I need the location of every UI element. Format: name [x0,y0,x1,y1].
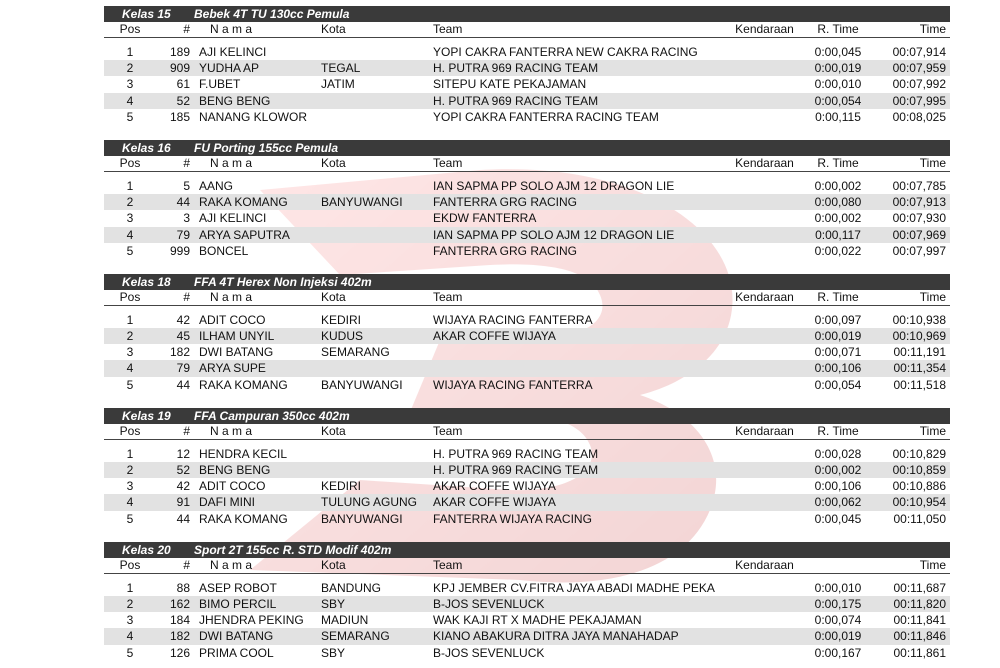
cell-rtime: 0:00,010 [814,580,862,595]
cell-kendaraan [726,580,803,596]
cell-name: ASEP ROBOT [199,580,277,595]
column-header-rtime: R. Time [817,423,859,438]
table-row [104,612,950,628]
cell-time: 00:11,841 [893,613,946,628]
cell-pos: 1 [126,580,134,595]
column-header-name: N a m a [210,155,253,170]
cell-kota [321,109,433,125]
cell-pos: 1 [126,45,134,59]
cell-team: FANTERRA GRG RACING [433,195,578,210]
cell-team: B-JOS SEVENLUCK [433,645,545,660]
column-header-num: # [183,155,190,170]
cell-num: 44 [176,195,190,210]
cell-kota [321,243,433,259]
cell-team: KPJ JEMBER CV.FITRA JAYA ABADI MADHE PEKA [433,580,715,595]
cell-team [433,344,726,360]
cell-time: 00:10,886 [892,479,946,494]
column-header-kendaraan: Kendaraan [735,155,794,170]
table-row [104,210,950,226]
table-row [104,328,950,344]
cell-rtime: 0:00,097 [814,312,862,327]
cell-num: 999 [169,243,190,258]
column-header-kota: Kota [321,155,346,170]
cell-kota [321,44,433,60]
class-title: FU Porting 155cc Pemula [194,140,339,155]
cell-kendaraan [726,462,803,478]
cell-team: AKAR COFFE WIJAYA [433,495,556,510]
cell-pos: 1 [126,446,134,461]
cell-rtime: 0:00,019 [814,629,862,644]
cell-kota [321,360,433,376]
cell-kendaraan [726,312,803,328]
cell-kota: TEGAL [321,61,361,76]
cell-team: H. PUTRA 969 RACING TEAM [433,463,599,477]
cell-team: WAK KAJI RT X MADHE PEKAJAMAN [433,613,642,628]
cell-team: H. PUTRA 969 RACING TEAM [433,446,599,461]
cell-kendaraan [726,360,803,376]
cell-kota: KEDIRI [321,312,362,327]
cell-rtime: 0:00,054 [814,377,862,392]
cell-rtime: 0:00,167 [814,645,862,660]
cell-time: 00:07,914 [892,45,946,59]
cell-rtime: 0:00,028 [814,446,862,461]
table-row [104,76,950,92]
table-row [104,596,950,612]
cell-team [433,360,726,376]
cell-pos: 2 [126,195,134,210]
table-row [104,494,950,510]
table-row [104,194,950,210]
cell-kota: TULUNG AGUNG [321,495,418,510]
class-header [104,408,950,424]
cell-pos: 3 [126,613,134,628]
cell-rtime: 0:00,080 [814,195,862,210]
cell-pos: 3 [126,345,134,360]
column-header-rtime-empty [803,558,873,573]
cell-team: SITEPU KATE PEKAJAMAN [433,77,587,92]
cell-time: 00:10,954 [892,495,946,510]
table-row [104,243,950,259]
cell-kota: KEDIRI [321,479,362,494]
cell-time: 00:11,820 [893,596,946,611]
cell-kota: SEMARANG [321,629,390,644]
column-header-kendaraan: Kendaraan [735,289,794,304]
table-row [104,645,950,661]
cell-kota [321,178,433,194]
cell-time: 00:11,846 [893,629,946,644]
column-header-time: Time [919,423,946,438]
cell-kota [321,446,433,462]
cell-pos: 3 [126,211,134,226]
cell-pos: 1 [126,178,134,193]
cell-num: 162 [169,596,190,611]
cell-name: F.UBET [199,77,241,92]
cell-kendaraan [726,60,803,76]
cell-pos: 2 [126,596,134,611]
cell-name: JHENDRA PEKING [199,613,304,628]
cell-kota [321,462,433,478]
cell-rtime: 0:00,074 [814,613,862,628]
cell-name: HENDRA KECIL [199,446,288,461]
cell-kota: BANYUWANGI [321,377,403,392]
column-header-time: Time [919,155,946,170]
cell-rtime: 0:00,106 [814,361,862,376]
column-header-team: Team [433,22,463,36]
table-row [104,312,950,328]
cell-rtime: 0:00,010 [814,77,862,92]
cell-rtime: 0:00,062 [814,495,862,510]
table-row [104,580,950,596]
cell-kota [321,210,433,226]
class-title: FFA Campuran 350cc 402m [194,408,350,423]
cell-num: 88 [176,580,190,595]
column-header-team: Team [433,423,463,438]
column-header-num: # [183,22,190,36]
cell-pos: 4 [126,629,134,644]
cell-name: ILHAM UNYIL [199,329,275,344]
cell-team: IAN SAPMA PP SOLO AJM 12 DRAGON LIE [433,227,675,242]
cell-time: 00:11,687 [893,580,946,595]
column-header-kota: Kota [321,557,346,572]
cell-num: 3 [183,211,190,226]
cell-time: 00:07,785 [892,178,946,193]
cell-rtime: 0:00,175 [814,596,862,611]
cell-kendaraan [726,612,803,628]
cell-name: BENG BENG [199,463,271,477]
cell-name: ADIT COCO [199,312,266,327]
class-number: Kelas 20 [122,542,171,557]
class-header [104,6,950,22]
cell-pos: 5 [126,645,134,660]
cell-kendaraan [726,645,803,661]
column-header-kendaraan: Kendaraan [735,557,794,572]
cell-num: 126 [169,645,190,660]
cell-pos: 5 [126,109,134,124]
cell-name: ARYA SUPE [199,361,266,376]
cell-rtime: 0:00,002 [814,463,862,477]
column-header-rtime: R. Time [817,289,859,304]
cell-name: DWI BATANG [199,345,274,360]
class-header [104,542,950,558]
table-row [104,344,950,360]
cell-time: 00:07,959 [892,61,946,76]
table-row [104,511,950,527]
cell-time: 00:07,969 [892,227,946,242]
cell-kota: BANYUWANGI [321,195,403,210]
table-row [104,628,950,644]
column-header-kendaraan: Kendaraan [735,22,794,36]
cell-kendaraan [726,178,803,194]
table-row [104,44,950,60]
class-section [104,274,950,393]
cell-num: 42 [176,312,190,327]
cell-time: 00:10,938 [892,312,946,327]
column-header-name: N a m a [210,289,253,304]
cell-time: 00:10,829 [892,446,946,461]
cell-num: 182 [169,345,190,360]
cell-name: RAKA KOMANG [199,511,288,526]
column-header-num: # [183,423,190,438]
cell-name: AANG [199,178,234,193]
cell-pos: 1 [126,312,134,327]
column-header-pos: Pos [119,289,141,304]
column-header-row [104,558,950,574]
cell-kendaraan [726,109,803,125]
cell-rtime: 0:00,019 [814,61,862,76]
cell-rtime: 0:00,115 [815,109,861,124]
cell-rtime: 0:00,022 [814,243,862,258]
column-header-kendaraan: Kendaraan [735,423,794,438]
column-header-time: Time [919,22,946,36]
cell-num: 52 [176,93,190,108]
cell-name: NANANG KLOWOR [199,109,308,124]
cell-num: 909 [169,61,190,76]
cell-kota: MADIUN [321,613,369,628]
results-page [104,6,950,661]
cell-kendaraan [726,227,803,243]
cell-rtime: 0:00,002 [814,211,862,226]
cell-name: YUDHA AP [199,61,260,76]
cell-pos: 2 [126,61,134,76]
table-row [104,377,950,393]
cell-rtime: 0:00,106 [814,479,862,494]
cell-time: 00:11,518 [893,377,946,392]
cell-kendaraan [726,210,803,226]
column-header-pos: Pos [119,22,141,36]
cell-num: 185 [169,109,190,124]
cell-num: 61 [176,77,190,92]
cell-pos: 4 [126,495,134,510]
cell-name: RAKA KOMANG [199,377,288,392]
column-header-num: # [183,289,190,304]
cell-time: 00:07,913 [892,195,946,210]
cell-team: H. PUTRA 969 RACING TEAM [433,61,599,76]
cell-num: 79 [176,227,190,242]
cell-num: 44 [176,377,190,392]
table-row [104,462,950,478]
cell-pos: 5 [126,377,134,392]
class-title: FFA 4T Herex Non Injeksi 402m [194,274,372,289]
column-header-name: N a m a [210,557,253,572]
cell-pos: 3 [126,479,134,494]
cell-rtime: 0:00,071 [814,345,862,360]
cell-pos: 4 [126,227,134,242]
cell-name: AJI KELINCI [199,45,267,59]
cell-pos: 4 [126,361,134,376]
class-header [104,274,950,290]
cell-kota: BANDUNG [321,580,382,595]
cell-team: AKAR COFFE WIJAYA [433,479,556,494]
class-section [104,542,950,661]
cell-time: 00:07,995 [892,93,946,108]
column-header-team: Team [433,289,463,304]
cell-pos: 2 [126,463,134,477]
cell-name: RAKA KOMANG [199,195,288,210]
column-header-row [104,290,950,306]
class-section [104,6,950,125]
cell-name: AJI KELINCI [199,211,267,226]
column-header-team: Team [433,557,463,572]
table-row [104,478,950,494]
column-header-row [104,22,950,38]
class-number: Kelas 15 [122,7,171,21]
cell-kendaraan [726,93,803,109]
cell-num: 12 [176,446,190,461]
cell-kendaraan [726,377,803,393]
class-section [104,140,950,259]
cell-kendaraan [726,76,803,92]
table-row [104,227,950,243]
cell-team: IAN SAPMA PP SOLO AJM 12 DRAGON LIE [433,178,675,193]
cell-name: DAFI MINI [199,495,255,510]
column-header-rtime: R. Time [817,155,859,170]
cell-kendaraan [726,194,803,210]
cell-time: 00:10,969 [892,329,946,344]
table-row [104,60,950,76]
column-header-pos: Pos [119,155,141,170]
cell-num: 91 [176,495,190,510]
cell-team: B-JOS SEVENLUCK [433,596,545,611]
cell-rtime: 0:00,019 [814,329,862,344]
cell-team: WIJAYA RACING FANTERRA [433,377,593,392]
cell-num: 42 [176,479,190,494]
column-header-row [104,156,950,172]
cell-kendaraan [726,511,803,527]
cell-time: 00:07,930 [892,211,946,226]
class-header [104,140,950,156]
column-header-pos: Pos [119,557,141,572]
cell-kota: KUDUS [321,329,364,344]
cell-team: YOPI CAKRA FANTERRA RACING TEAM [433,109,659,124]
cell-time: 00:11,050 [893,511,946,526]
cell-kendaraan [726,243,803,259]
cell-team: FANTERRA GRG RACING [433,243,578,258]
cell-name: DWI BATANG [199,629,274,644]
cell-kendaraan [726,328,803,344]
cell-pos: 4 [126,93,134,108]
cell-pos: 5 [126,243,134,258]
cell-num: 184 [169,613,190,628]
class-title: Sport 2T 155cc R. STD Modif 402m [194,542,392,557]
class-title: Bebek 4T TU 130cc Pemula [194,7,350,21]
cell-team: WIJAYA RACING FANTERRA [433,312,593,327]
cell-num: 52 [176,463,190,477]
column-header-time: Time [919,289,946,304]
cell-team: FANTERRA WIJAYA RACING [433,511,592,526]
cell-rtime: 0:00,045 [814,45,862,59]
cell-team: EKDW FANTERRA [433,211,537,226]
cell-time: 00:10,859 [892,463,946,477]
class-section [104,408,950,527]
cell-team: H. PUTRA 969 RACING TEAM [433,93,599,108]
class-number: Kelas 16 [122,140,171,155]
cell-kota: SBY [321,645,346,660]
class-number: Kelas 18 [122,274,171,289]
cell-kota: JATIM [321,77,355,92]
cell-kota [321,93,433,109]
cell-kendaraan [726,494,803,510]
cell-time: 00:07,992 [892,77,946,92]
column-header-name: N a m a [210,22,253,36]
cell-time: 00:07,997 [892,243,946,258]
cell-kota: SEMARANG [321,345,390,360]
cell-pos: 2 [126,329,134,344]
column-header-kota: Kota [321,423,346,438]
cell-rtime: 0:00,117 [815,227,861,242]
cell-num: 44 [176,511,190,526]
column-header-pos: Pos [119,423,141,438]
cell-kota [321,227,433,243]
cell-num: 182 [169,629,190,644]
cell-kendaraan [726,446,803,462]
cell-kendaraan [726,478,803,494]
cell-name: BIMO PERCIL [199,596,277,611]
cell-kendaraan [726,344,803,360]
cell-time: 00:11,354 [893,361,946,376]
table-row [104,178,950,194]
cell-rtime: 0:00,002 [814,178,862,193]
cell-name: BONCEL [199,243,249,258]
table-row [104,360,950,376]
table-row [104,93,950,109]
table-row [104,109,950,125]
cell-name: ADIT COCO [199,479,266,494]
cell-num: 189 [169,45,190,59]
cell-num: 45 [176,329,190,344]
cell-name: ARYA SAPUTRA [199,227,290,242]
cell-num: 79 [176,361,190,376]
cell-time: 00:11,191 [893,345,946,360]
cell-kendaraan [726,44,803,60]
cell-kendaraan [726,628,803,644]
column-header-team: Team [433,155,463,170]
cell-team: YOPI CAKRA FANTERRA NEW CAKRA RACING [433,45,698,59]
cell-team: AKAR COFFE WIJAYA [433,329,556,344]
cell-name: PRIMA COOL [199,645,274,660]
column-header-name: N a m a [210,423,253,438]
column-header-time: Time [919,557,946,572]
cell-time: 00:11,861 [893,645,946,660]
cell-team: KIANO ABAKURA DITRA JAYA MANAHADAP [433,629,679,644]
cell-kota: BANYUWANGI [321,511,403,526]
class-number: Kelas 19 [122,408,171,423]
column-header-kota: Kota [321,22,346,36]
cell-pos: 5 [126,511,134,526]
table-row [104,446,950,462]
cell-name: BENG BENG [199,93,271,108]
cell-kota: SBY [321,596,346,611]
cell-rtime: 0:00,054 [814,93,862,108]
column-header-rtime: R. Time [817,22,859,36]
cell-num: 5 [183,178,190,193]
cell-rtime: 0:00,045 [814,511,862,526]
cell-kendaraan [726,596,803,612]
cell-pos: 3 [126,77,134,92]
column-header-kota: Kota [321,289,346,304]
column-header-num: # [183,557,190,572]
column-header-row [104,424,950,440]
cell-time: 00:08,025 [892,109,946,124]
